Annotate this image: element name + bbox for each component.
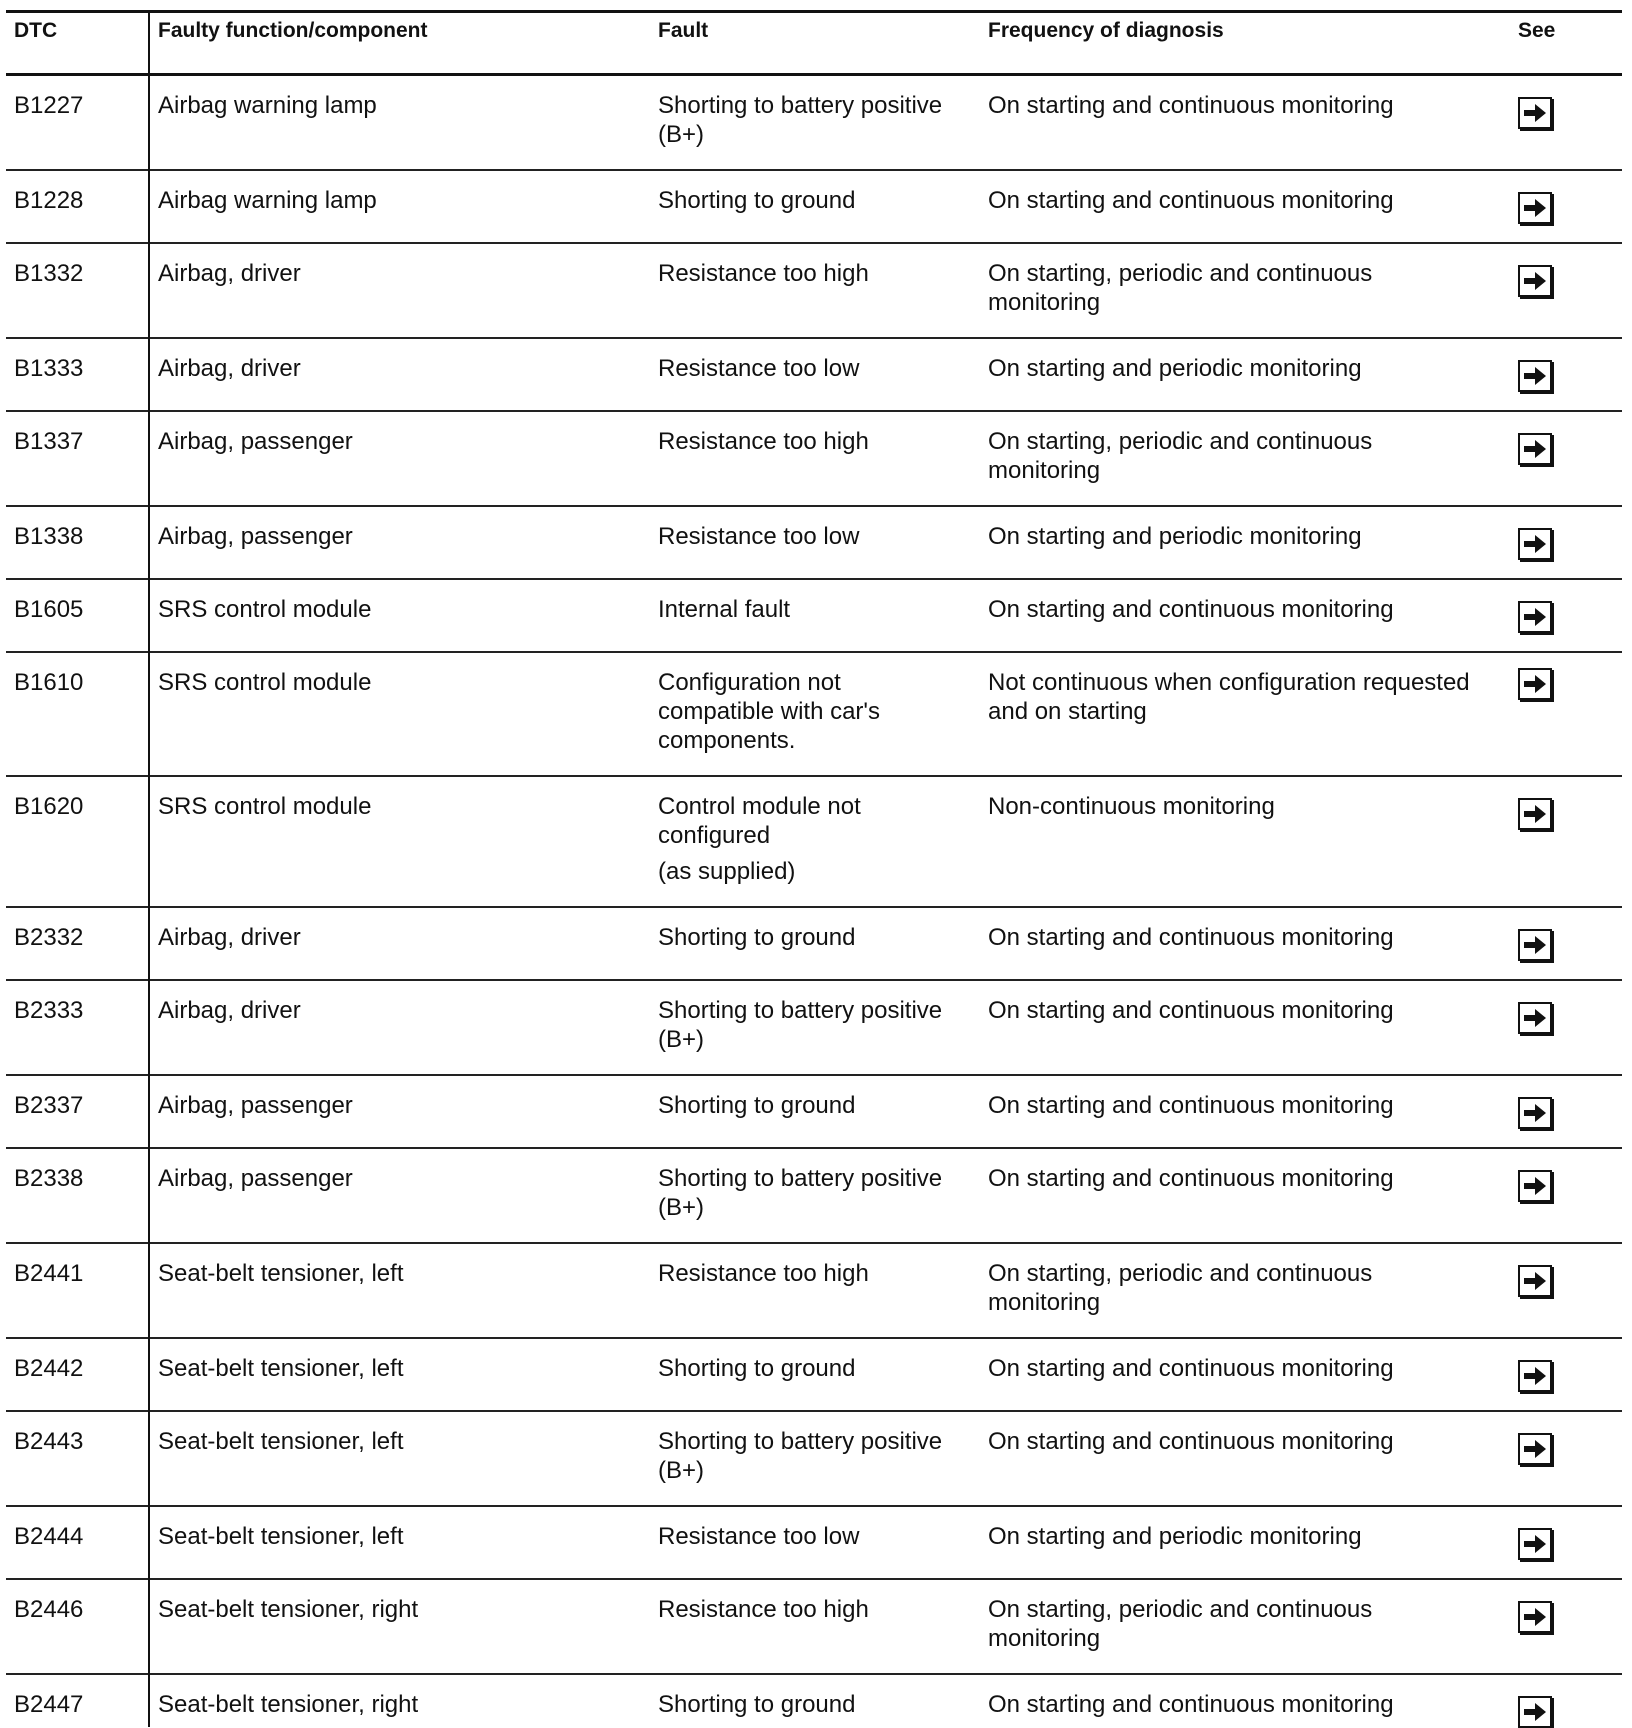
see-reference-link[interactable] bbox=[1518, 668, 1552, 700]
fault-description bbox=[658, 595, 790, 624]
faulty-component: Seat-belt tensioner, left bbox=[158, 1523, 404, 1550]
header-frequency: Frequency of diagnosis bbox=[988, 19, 1224, 42]
frequency-line: Not continuous when configuration requested bbox=[988, 669, 1470, 696]
fault-line: Shorting to battery positive bbox=[658, 92, 943, 119]
fault-description bbox=[658, 792, 861, 886]
see-reference-link[interactable] bbox=[1518, 433, 1552, 465]
table-row bbox=[6, 981, 1622, 1076]
see-reference-link[interactable] bbox=[1518, 929, 1552, 961]
header-fault: Fault bbox=[658, 19, 709, 42]
faulty-component: SRS control module bbox=[158, 669, 372, 696]
diagnosis-frequency bbox=[988, 1427, 1394, 1456]
frequency-line: On starting and periodic monitoring bbox=[988, 1523, 1362, 1550]
see-reference-link[interactable] bbox=[1518, 1265, 1552, 1297]
header-component: Faulty function/component bbox=[158, 19, 428, 42]
faulty-component: Seat-belt tensioner, right bbox=[158, 1691, 419, 1718]
frequency-line: On starting, periodic and continuous bbox=[988, 260, 1373, 287]
diagnosis-frequency bbox=[988, 186, 1394, 215]
dtc-code: B2443 bbox=[14, 1428, 84, 1455]
column-divider bbox=[148, 171, 150, 244]
table-row bbox=[6, 908, 1622, 981]
fault-description bbox=[658, 1427, 942, 1485]
faulty-component: Seat-belt tensioner, left bbox=[158, 1428, 404, 1455]
frequency-line: monitoring bbox=[988, 457, 1101, 484]
fault-line: Internal fault bbox=[658, 596, 791, 623]
fault-line: Resistance too high bbox=[658, 428, 869, 455]
faulty-component: Airbag, passenger bbox=[158, 1165, 353, 1192]
fault-description bbox=[658, 1164, 942, 1222]
arrow-right-icon[interactable] bbox=[1518, 668, 1552, 700]
dtc-code: B1338 bbox=[14, 523, 84, 550]
column-divider bbox=[148, 244, 150, 339]
fault-line: Resistance too low bbox=[658, 1523, 860, 1550]
dtc-code: B2447 bbox=[14, 1691, 84, 1718]
fault-description bbox=[658, 1595, 869, 1624]
fault-line: Resistance too low bbox=[658, 523, 860, 550]
arrow-right-icon[interactable] bbox=[1518, 528, 1552, 560]
fault-line: Shorting to ground bbox=[658, 1355, 856, 1382]
fault-line: (as supplied) bbox=[658, 858, 796, 885]
frequency-line: On starting, periodic and continuous bbox=[988, 1596, 1373, 1623]
column-divider bbox=[148, 1339, 150, 1412]
column-divider bbox=[148, 1580, 150, 1675]
see-reference-link[interactable] bbox=[1518, 1360, 1552, 1392]
see-reference-link[interactable] bbox=[1518, 1601, 1552, 1633]
fault-line: (B+) bbox=[658, 121, 705, 148]
arrow-right-icon[interactable] bbox=[1518, 601, 1552, 633]
column-divider bbox=[148, 339, 150, 412]
frequency-line: On starting, periodic and continuous bbox=[988, 428, 1373, 455]
faulty-component: Seat-belt tensioner, left bbox=[158, 1260, 404, 1287]
fault-description bbox=[658, 923, 855, 952]
frequency-line: monitoring bbox=[988, 1625, 1101, 1652]
table-row bbox=[6, 339, 1622, 412]
header-dtc: DTC bbox=[14, 19, 58, 42]
frequency-line: Non-continuous monitoring bbox=[988, 793, 1275, 820]
arrow-right-icon[interactable] bbox=[1518, 1360, 1552, 1392]
column-divider bbox=[148, 13, 150, 73]
see-reference-link[interactable] bbox=[1518, 1097, 1552, 1129]
fault-description bbox=[658, 522, 859, 551]
fault-description bbox=[658, 259, 869, 288]
arrow-right-icon[interactable] bbox=[1518, 929, 1552, 961]
fault-line: Shorting to battery positive bbox=[658, 1165, 943, 1192]
faulty-component: Airbag, passenger bbox=[158, 428, 353, 455]
see-reference-link[interactable] bbox=[1518, 265, 1552, 297]
see-reference-link[interactable] bbox=[1518, 1696, 1552, 1728]
arrow-right-icon[interactable] bbox=[1518, 360, 1552, 392]
column-divider bbox=[148, 412, 150, 507]
fault-description bbox=[658, 1690, 855, 1719]
see-reference-link[interactable] bbox=[1518, 192, 1552, 224]
frequency-line: On starting and continuous monitoring bbox=[988, 92, 1394, 119]
diagnosis-frequency bbox=[988, 923, 1394, 952]
column-divider bbox=[148, 580, 150, 653]
fault-line: Shorting to battery positive bbox=[658, 1428, 943, 1455]
diagnosis-frequency bbox=[988, 354, 1362, 383]
frequency-line: On starting and continuous monitoring bbox=[988, 997, 1394, 1024]
diagnosis-frequency bbox=[988, 792, 1275, 821]
frequency-line: On starting and periodic monitoring bbox=[988, 355, 1362, 382]
faulty-component: Airbag warning lamp bbox=[158, 92, 377, 119]
diagnosis-frequency bbox=[988, 1091, 1394, 1120]
frequency-line: On starting and continuous monitoring bbox=[988, 1691, 1394, 1718]
fault-description bbox=[658, 1091, 855, 1120]
see-reference-link[interactable] bbox=[1518, 97, 1552, 129]
column-divider bbox=[148, 1076, 150, 1149]
dtc-code: B1227 bbox=[14, 92, 84, 119]
fault-description bbox=[658, 354, 859, 383]
diagnosis-frequency bbox=[988, 1164, 1394, 1193]
fault-line: Resistance too low bbox=[658, 355, 860, 382]
table-row bbox=[6, 1675, 1622, 1725]
dtc-code: B2446 bbox=[14, 1596, 84, 1623]
table-row bbox=[6, 507, 1622, 580]
diagnosis-frequency bbox=[988, 1690, 1394, 1719]
arrow-right-icon[interactable] bbox=[1518, 265, 1552, 297]
table-row bbox=[6, 1339, 1622, 1412]
fault-line: (B+) bbox=[658, 1457, 705, 1484]
dtc-code: B2332 bbox=[14, 924, 84, 951]
dtc-code: B2444 bbox=[14, 1523, 84, 1550]
see-reference-link[interactable] bbox=[1518, 528, 1552, 560]
see-reference-link[interactable] bbox=[1518, 360, 1552, 392]
dtc-code: B1228 bbox=[14, 187, 84, 214]
fault-description bbox=[658, 186, 855, 215]
frequency-line: On starting and continuous monitoring bbox=[988, 1355, 1394, 1382]
see-reference-link[interactable] bbox=[1518, 601, 1552, 633]
see-reference-link[interactable] bbox=[1518, 798, 1552, 830]
column-divider bbox=[148, 76, 150, 171]
diagnosis-frequency bbox=[988, 427, 1372, 485]
faulty-component: Airbag, driver bbox=[158, 355, 301, 382]
table-row bbox=[6, 1149, 1622, 1244]
table-row bbox=[6, 76, 1622, 171]
column-divider bbox=[148, 1507, 150, 1580]
table-body bbox=[6, 76, 1622, 1725]
frequency-line: On starting, periodic and continuous bbox=[988, 1260, 1373, 1287]
faulty-component: Airbag, passenger bbox=[158, 1092, 353, 1119]
arrow-right-icon[interactable] bbox=[1518, 798, 1552, 830]
fault-description bbox=[658, 996, 942, 1054]
diagnosis-frequency bbox=[988, 996, 1394, 1025]
fault-line: Shorting to battery positive bbox=[658, 997, 943, 1024]
arrow-right-icon[interactable] bbox=[1518, 1097, 1552, 1129]
column-divider bbox=[148, 777, 150, 908]
arrow-right-icon[interactable] bbox=[1518, 1696, 1552, 1728]
frequency-line: On starting and continuous monitoring bbox=[988, 187, 1394, 214]
arrow-right-icon[interactable] bbox=[1518, 1528, 1552, 1560]
fault-line: (B+) bbox=[658, 1194, 705, 1221]
frequency-line: On starting and continuous monitoring bbox=[988, 596, 1394, 623]
dtc-code: B2338 bbox=[14, 1165, 84, 1192]
table-row bbox=[6, 1412, 1622, 1507]
column-divider bbox=[148, 1244, 150, 1339]
dtc-code: B2441 bbox=[14, 1260, 84, 1287]
frequency-line: and on starting bbox=[988, 698, 1147, 725]
diagnosis-frequency bbox=[988, 91, 1394, 120]
diagnosis-frequency bbox=[988, 668, 1470, 726]
fault-line: Configuration not bbox=[658, 669, 841, 696]
dtc-code: B1337 bbox=[14, 428, 84, 455]
diagnosis-frequency bbox=[988, 1595, 1372, 1653]
arrow-right-icon[interactable] bbox=[1518, 433, 1552, 465]
table-row bbox=[6, 1076, 1622, 1149]
table-row bbox=[6, 1507, 1622, 1580]
fault-description bbox=[658, 1522, 859, 1551]
fault-description bbox=[658, 668, 880, 755]
dtc-code: B1333 bbox=[14, 355, 84, 382]
diagnosis-frequency bbox=[988, 1522, 1362, 1551]
diagnosis-frequency bbox=[988, 259, 1372, 317]
fault-description bbox=[658, 91, 942, 149]
dtc-code: B1610 bbox=[14, 669, 84, 696]
faulty-component: Airbag, driver bbox=[158, 997, 301, 1024]
fault-line: Control module not bbox=[658, 793, 861, 820]
arrow-right-icon[interactable] bbox=[1518, 1601, 1552, 1633]
column-divider bbox=[148, 908, 150, 981]
see-reference-link[interactable] bbox=[1518, 1170, 1552, 1202]
dtc-code: B2337 bbox=[14, 1092, 84, 1119]
faulty-component: Airbag warning lamp bbox=[158, 187, 377, 214]
faulty-component: Airbag, driver bbox=[158, 924, 301, 951]
fault-line: (B+) bbox=[658, 1026, 705, 1053]
fault-line: components. bbox=[658, 727, 796, 754]
fault-description bbox=[658, 427, 869, 456]
dtc-code: B1620 bbox=[14, 793, 84, 820]
arrow-right-icon[interactable] bbox=[1518, 1002, 1552, 1034]
column-divider bbox=[148, 507, 150, 580]
arrow-right-icon[interactable] bbox=[1518, 1433, 1552, 1465]
faulty-component: SRS control module bbox=[158, 596, 372, 623]
dtc-code: B2333 bbox=[14, 997, 84, 1024]
table-row bbox=[6, 1244, 1622, 1339]
diagnosis-frequency bbox=[988, 1259, 1372, 1317]
diagnosis-frequency bbox=[988, 595, 1394, 624]
faulty-component: Airbag, driver bbox=[158, 260, 301, 287]
faulty-component: SRS control module bbox=[158, 793, 372, 820]
header-see: See bbox=[1518, 19, 1556, 42]
see-reference-link[interactable] bbox=[1518, 1002, 1552, 1034]
fault-line: Shorting to ground bbox=[658, 924, 856, 951]
fault-description bbox=[658, 1354, 855, 1383]
fault-line: Resistance too high bbox=[658, 260, 869, 287]
dtc-code: B1332 bbox=[14, 260, 84, 287]
fault-description bbox=[658, 1259, 869, 1288]
fault-line: Resistance too high bbox=[658, 1596, 869, 1623]
column-divider bbox=[148, 1149, 150, 1244]
arrow-right-icon[interactable] bbox=[1518, 1265, 1552, 1297]
fault-line: Shorting to ground bbox=[658, 1691, 856, 1718]
frequency-line: On starting and continuous monitoring bbox=[988, 1165, 1394, 1192]
dtc-table bbox=[6, 10, 1622, 1725]
table-row bbox=[6, 653, 1622, 777]
table-row bbox=[6, 777, 1622, 908]
arrow-right-icon[interactable] bbox=[1518, 192, 1552, 224]
column-divider bbox=[148, 1412, 150, 1507]
frequency-line: monitoring bbox=[988, 289, 1101, 316]
column-divider bbox=[148, 653, 150, 777]
frequency-line: On starting and continuous monitoring bbox=[988, 1428, 1394, 1455]
fault-line: Shorting to ground bbox=[658, 187, 856, 214]
frequency-line: monitoring bbox=[988, 1289, 1101, 1316]
fault-line: compatible with car's bbox=[658, 698, 880, 725]
fault-line: Shorting to ground bbox=[658, 1092, 856, 1119]
dtc-code: B1605 bbox=[14, 596, 84, 623]
see-reference-link[interactable] bbox=[1518, 1433, 1552, 1465]
faulty-component: Airbag, passenger bbox=[158, 523, 353, 550]
table-row bbox=[6, 171, 1622, 244]
arrow-right-icon[interactable] bbox=[1518, 97, 1552, 129]
diagnosis-frequency bbox=[988, 522, 1362, 551]
fault-line: configured bbox=[658, 822, 771, 849]
faulty-component: Seat-belt tensioner, left bbox=[158, 1355, 404, 1382]
fault-line: Resistance too high bbox=[658, 1260, 869, 1287]
diagnosis-frequency bbox=[988, 1354, 1394, 1383]
table-header bbox=[6, 10, 1622, 76]
dtc-code: B2442 bbox=[14, 1355, 84, 1382]
frequency-line: On starting and periodic monitoring bbox=[988, 523, 1362, 550]
column-divider bbox=[148, 981, 150, 1076]
arrow-right-icon[interactable] bbox=[1518, 1170, 1552, 1202]
faulty-component: Seat-belt tensioner, right bbox=[158, 1596, 419, 1623]
column-divider bbox=[148, 1675, 150, 1727]
table-row bbox=[6, 1580, 1622, 1675]
frequency-line: On starting and continuous monitoring bbox=[988, 1092, 1394, 1119]
frequency-line: On starting and continuous monitoring bbox=[988, 924, 1394, 951]
table-row bbox=[6, 412, 1622, 507]
table-row bbox=[6, 580, 1622, 653]
see-reference-link[interactable] bbox=[1518, 1528, 1552, 1560]
table-row bbox=[6, 244, 1622, 339]
